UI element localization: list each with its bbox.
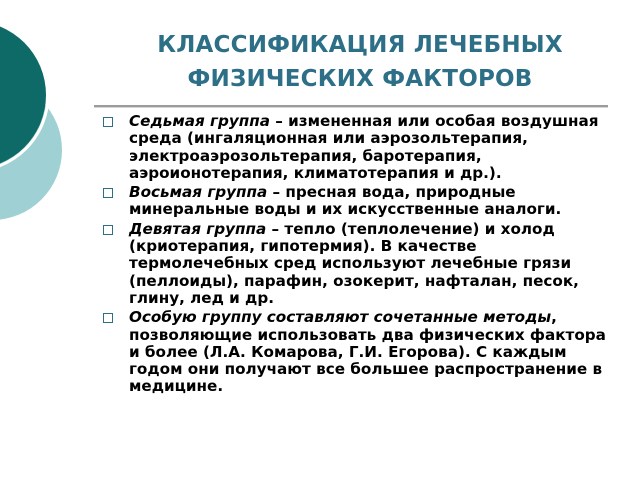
item-lead: Особую группу составляют сочетанные методы xyxy=(129,308,552,327)
hollow-square-bullet-icon xyxy=(103,313,113,323)
hollow-square-bullet-icon xyxy=(103,188,113,198)
item-text: – тепло (теплолечение) и холод (криотерапия, гипотермия). В качестве термолечебных сред используют лечебные грязи (пеллоиды), парафин, озокерит, нафталан, песок, глину, лед и др. xyxy=(129,219,579,307)
item-text: – измененная или особая воздушная среда (ингаляционная или аэрозольтерапия, электроаэрозольтерапия, баротерапия, аэроионотерапия, климатотерапия и др.). xyxy=(129,112,599,182)
list-item xyxy=(103,221,608,307)
list-item xyxy=(103,309,608,395)
bullet-list xyxy=(103,113,608,398)
list-item xyxy=(103,184,608,219)
slide-title-line-2: ФИЗИЧЕСКИХ ФАКТОРОВ xyxy=(187,66,533,92)
item-lead: Девятая группа xyxy=(129,219,267,238)
item-lead: Восьмая группа xyxy=(129,183,268,202)
item-text: , позволяющие использовать два физических фактора и более (Л.А. Комарова, Г.И. Егорова). С каждым годом они получают все большее распространение в медицине. xyxy=(129,308,606,396)
item-text: – пресная вода, природные минеральные воды и их искусственные аналоги. xyxy=(129,183,562,219)
item-lead: Седьмая группа xyxy=(129,112,270,130)
slide-title-line-1: КЛАССИФИКАЦИЯ ЛЕЧЕБНЫХ xyxy=(157,32,563,58)
hollow-square-bullet-icon xyxy=(103,117,113,127)
slide-title xyxy=(100,28,620,96)
list-item xyxy=(103,113,608,182)
title-divider xyxy=(94,105,608,108)
hollow-square-bullet-icon xyxy=(103,225,113,235)
